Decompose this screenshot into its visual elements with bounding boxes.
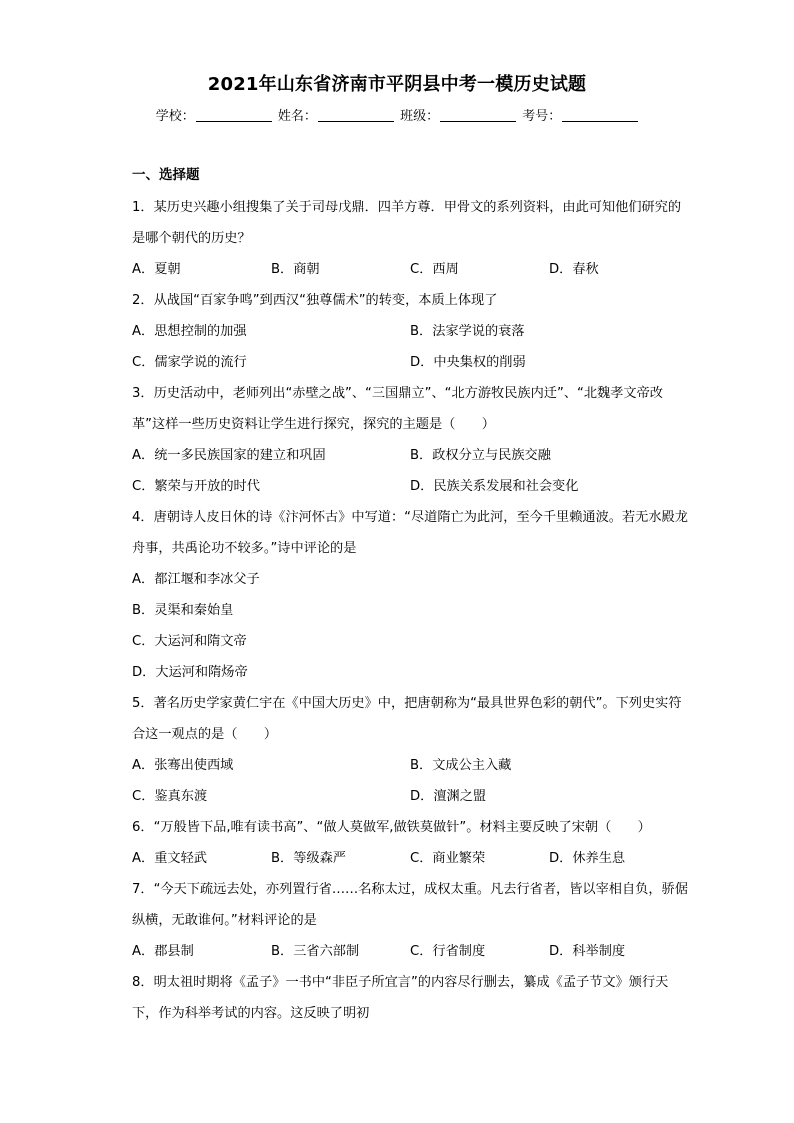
question-item bbox=[132, 688, 692, 812]
name-field bbox=[278, 105, 394, 124]
answer-option[interactable]: C．大运河和隋文帝 bbox=[132, 634, 247, 649]
answer-option[interactable]: B．三省六部制 bbox=[271, 944, 360, 959]
question-item bbox=[132, 285, 692, 378]
answer-option[interactable]: D．科举制度 bbox=[549, 944, 626, 959]
question-text: 6．“万般皆下品,唯有读书高”、“做人莫做军,做铁莫做针”。材料主要反映了宋朝（ ） bbox=[132, 820, 651, 835]
question-text: 2．从战国“百家争鸣”到西汉“独尊儒术”的转变，本质上体现了 bbox=[132, 293, 498, 308]
answer-option[interactable]: B．文成公主入藏 bbox=[410, 758, 512, 773]
answer-option[interactable]: D．澶渊之盟 bbox=[410, 789, 487, 804]
question-text: 8．明太祖时期将《孟子》一书中“非臣子所宜言”的内容尽行删去，纂成《孟子节文》颁行天下，作为科举考试的内容。这反映了明初 bbox=[132, 975, 669, 1021]
school-field bbox=[156, 105, 272, 124]
page-title: 2021年山东省济南市平阴县中考一模历史试题 bbox=[207, 74, 587, 95]
section-heading: 一、选择题 bbox=[132, 167, 200, 183]
question-section bbox=[132, 164, 692, 1029]
answer-option[interactable]: C．儒家学说的流行 bbox=[132, 355, 247, 370]
exam-number-field bbox=[522, 105, 638, 124]
answer-option[interactable]: A．夏朝 bbox=[132, 262, 181, 277]
answer-option[interactable]: A．重文轻武 bbox=[132, 851, 207, 866]
question-item bbox=[132, 192, 692, 285]
answer-option[interactable]: C．行省制度 bbox=[410, 944, 486, 959]
answer-option[interactable]: B．法家学说的衰落 bbox=[410, 324, 525, 339]
question-item bbox=[132, 502, 692, 688]
answer-option[interactable]: C．鉴真东渡 bbox=[132, 789, 208, 804]
class-field bbox=[400, 105, 516, 124]
answer-option[interactable]: C．商业繁荣 bbox=[410, 851, 486, 866]
school-label: 学校： bbox=[155, 109, 195, 124]
answer-option[interactable]: D．春秋 bbox=[549, 262, 599, 277]
answer-option[interactable]: B．政权分立与民族交融 bbox=[410, 448, 551, 463]
option-group bbox=[132, 750, 692, 812]
answer-option[interactable]: D．中央集权的削弱 bbox=[410, 355, 526, 370]
option-group bbox=[132, 936, 692, 967]
student-info-line bbox=[0, 105, 794, 124]
option-group bbox=[132, 254, 692, 285]
exam-number-blank[interactable] bbox=[562, 108, 638, 122]
answer-option[interactable]: D．大运河和隋炀帝 bbox=[132, 665, 248, 680]
answer-option[interactable]: A．都江堰和李冰父子 bbox=[132, 572, 260, 587]
name-label: 姓名： bbox=[277, 109, 317, 124]
class-label: 班级： bbox=[400, 109, 440, 124]
option-group bbox=[132, 564, 692, 688]
answer-option[interactable]: B．灵渠和秦始皇 bbox=[132, 603, 234, 618]
question-item bbox=[132, 874, 692, 967]
option-group bbox=[132, 316, 692, 378]
question-text: 5．著名历史学家黄仁宇在《中国大历史》中，把唐朝称为“最具世界色彩的朝代”。下列史实符合这一观点的是（ ） bbox=[132, 696, 682, 742]
option-group bbox=[132, 843, 692, 874]
question-text: 3．历史活动中，老师列出“赤壁之战”、“三国鼎立”、“北方游牧民族内迁”、“北魏孝文帝改革”这样一些历史资料让学生进行探究，探究的主题是（ ） bbox=[132, 386, 663, 432]
question-text: 7．“今天下疏远去处，亦列置行省……名称太过，成权太重。凡去行省者，皆以宰相自负，骄倨纵横，无敢谁何。”材料评论的是 bbox=[132, 882, 688, 928]
question-text: 4．唐朝诗人皮日休的诗《汴河怀古》中写道：“尽道隋亡为此河，至今千里赖通波。若无水殿龙舟事，共禹论功不较多。”诗中评论的是 bbox=[132, 510, 688, 556]
class-blank[interactable] bbox=[440, 108, 516, 122]
answer-option[interactable]: A．统一多民族国家的建立和巩固 bbox=[132, 448, 326, 463]
answer-option[interactable]: B．等级森严 bbox=[271, 851, 346, 866]
answer-option[interactable]: A．张骞出使西域 bbox=[132, 758, 234, 773]
answer-option[interactable]: D．民族关系发展和社会变化 bbox=[410, 479, 579, 494]
exam-number-label: 考号： bbox=[522, 109, 562, 124]
answer-option[interactable]: A．思想控制的加强 bbox=[132, 324, 247, 339]
answer-option[interactable]: C．繁荣与开放的时代 bbox=[132, 479, 260, 494]
answer-option[interactable]: B．商朝 bbox=[271, 262, 320, 277]
question-item bbox=[132, 812, 692, 874]
answer-option[interactable]: D．休养生息 bbox=[549, 851, 626, 866]
answer-option[interactable]: A．郡县制 bbox=[132, 944, 194, 959]
answer-option[interactable]: C．西周 bbox=[410, 262, 459, 277]
name-blank[interactable] bbox=[318, 108, 394, 122]
question-list bbox=[132, 192, 692, 1029]
question-item bbox=[132, 378, 692, 502]
question-text: 1．某历史兴趣小组搜集了关于司母戊鼎．四羊方尊．甲骨文的系列资料，由此可知他们研究的是哪个朝代的历史？ bbox=[132, 200, 682, 246]
option-group bbox=[132, 440, 692, 502]
school-blank[interactable] bbox=[196, 108, 272, 122]
question-item bbox=[132, 967, 692, 1029]
